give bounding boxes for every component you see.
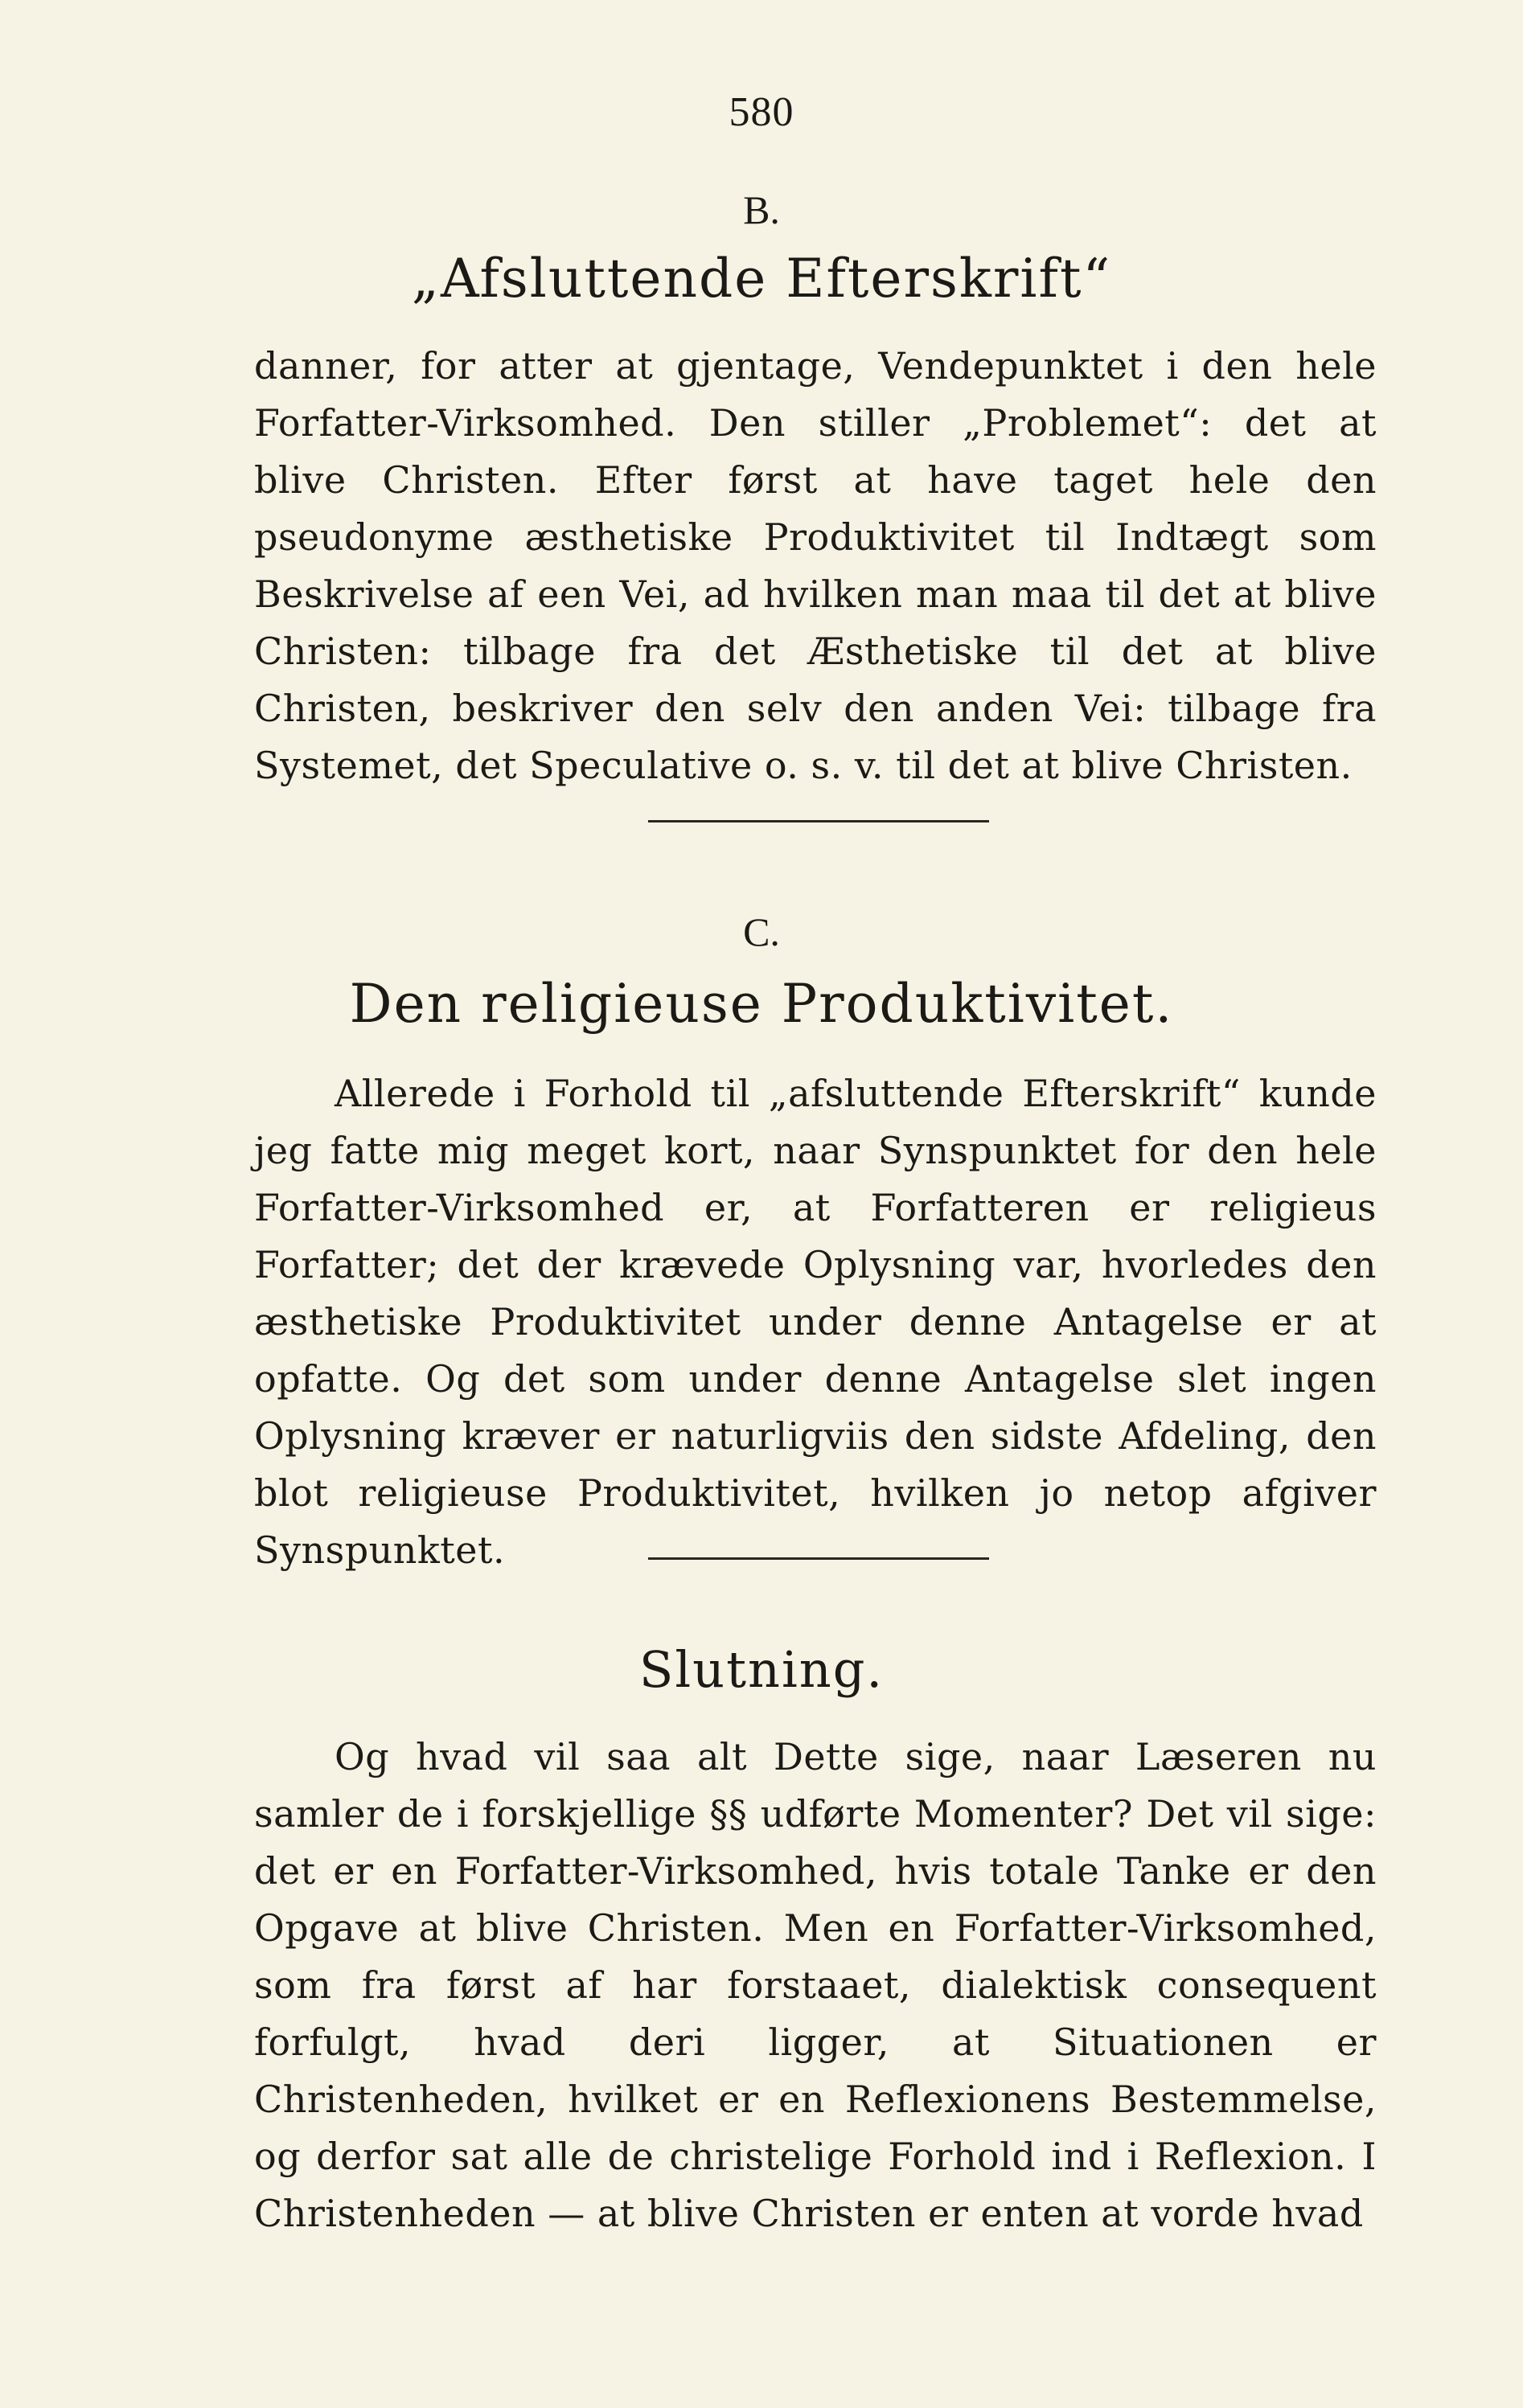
page-number: 580 [729,89,794,135]
section-b-title: „Afsluttende Efterskrift“ [411,248,1112,310]
section-b-paragraph: danner, for atter at gjentage, Vendepunktet i den hele Forfatter-Virksomhed. Den stiller „Problemet“: det at blive Christen. Efter først at have taget hele den pseudonyme æsthetiske Produktivitet til Indtægt som Beskrivelse af een Vei, ad hvilken man maa til det at blive Christen: tilbage fra det Æsthetiske til det at blive Christen, beskriver den selv den anden Vei: tilbage fra Systemet, det Speculative o. s. v. til det at blive Christen. [254,344,1377,787]
section-c-paragraph: Allerede i Forhold til „afsluttende Efterskrift“ kunde jeg fatte mig meget kort, naar Synspunktet for den hele Forfatter-Virksomhed er, at Forfatteren er religieus Forfatter; det der krævede Oplysning var, hvorledes den æsthetiske Produktivitet under denne Antagelse er at opfatte. Og det som under denne Antagelse slet ingen Oplysning kræver er naturligviis den sidste Afdeling, den blot religieuse Produktivitet, hvilken jo netop afgiver Synspunktet. [254,1072,1377,1572]
section-divider [648,820,989,822]
conclusion-paragraph: Og hvad vil saa alt Dette sige, naar Læseren nu samler de i forskjellige §§ udførte Momenter? Det vil sige: det er en Forfatter-Virksomhed, hvis totale Tanke er den Opgave at blive Christen. Men en Forfatter-Virksomhed, som fra først af har forstaaet, dialektisk consequent forfulgt, hvad deri ligger, at Situationen er Christenheden, hvilket er en Reflexionens Bestemmelse, og derfor sat alle de christelige Forhold ind i Reflexion. I Christenheden — at blive Christen er enten at vorde hvad [254,1735,1377,2235]
conclusion-title: Slutning. [638,1640,885,1699]
section-c-letter: C. [743,909,780,954]
section-c-title: Den religieuse Produktivitet. [349,973,1174,1035]
section-divider [648,1557,989,1560]
section-b-letter: B. [743,187,780,232]
